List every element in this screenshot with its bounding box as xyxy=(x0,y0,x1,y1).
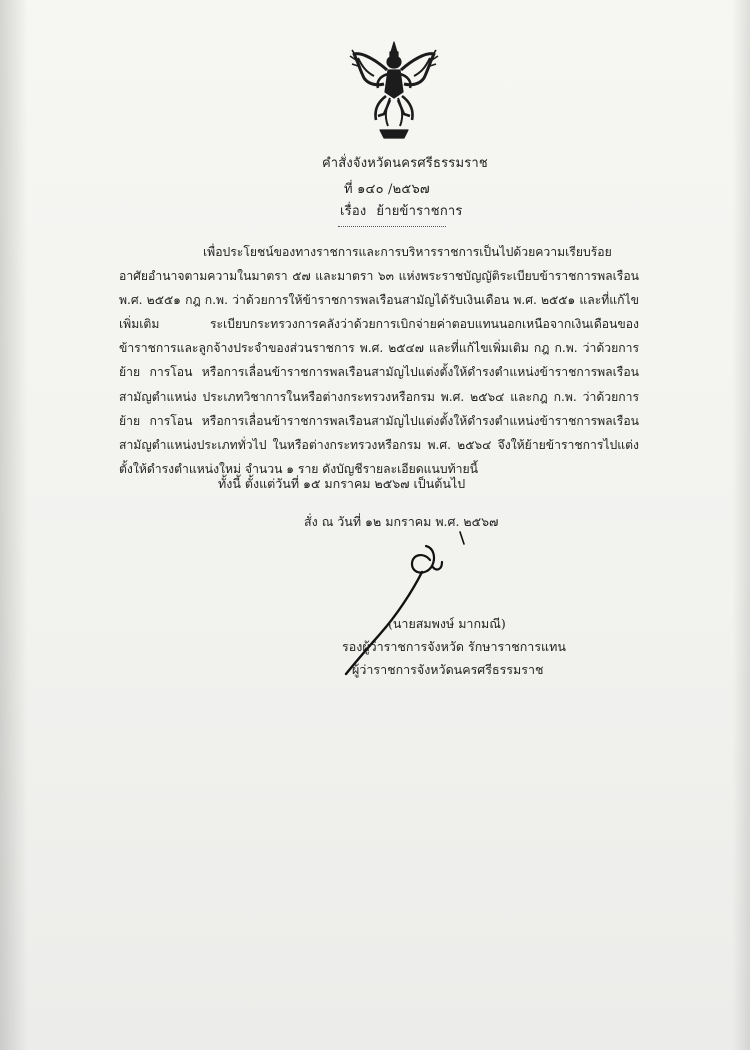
effective-date: ทั้งนี้ ตั้งแต่วันที่ ๑๕ มกราคม ๒๕๖๗ เป็นต้นไป xyxy=(218,476,466,491)
order-number: ที่ ๑๔๐ /๒๕๖๗ xyxy=(344,182,430,197)
order-subject-line xyxy=(340,200,463,221)
garuda-emblem xyxy=(348,40,440,140)
signatory-name: (นายสมพงษ์ มากมณี) xyxy=(388,616,506,631)
signatory-position-1: รองผู้ว่าราชการจังหวัด รักษาราชการแทน xyxy=(342,639,566,654)
body-paragraph: เพื่อประโยชน์ของทางราชการและการบริหารราชการเป็นไปด้วยความเรียบร้อย อาศัยอำนาจตามความในมาตรา ๕๗ และมาตรา ๖๓ แห่งพระราชบัญญัติระเบียบข้าราชการพลเรือน พ.ศ. ๒๕๕๑ กฎ ก.พ. ว่าด้วยการให้ข้าราชการพลเรือนสามัญได้รับเงินเดือน พ.ศ. ๒๕๕๑ และที่แก้ไขเพิ่มเติม ระเบียบกระทรวงการคลังว่าด้วยการเบิกจ่ายค่าตอบแทนนอกเหนือจากเงินเดือนของข้าราชการและลูกจ้างประจำของส่วนราชการ พ.ศ. ๒๕๔๗ และที่แก้ไขเพิ่มเติม กฎ ก.พ. ว่าด้วยการย้าย การโอน หรือการเลื่อนข้าราชการพลเรือนสามัญไปแต่งตั้งให้ดำรงตำแหน่งข้าราชการพลเรือนสามัญตำแหน่ง ประเภทวิชาการในหรือต่างกระทรวงหรือกรม พ.ศ. ๒๕๖๔ และกฎ ก.พ. ว่าด้วยการย้าย การโอน หรือการเลื่อนข้าราชการพลเรือนสามัญไปแต่งตั้งให้ดำรงตำแหน่งข้าราชการพลเรือนสามัญตำแหน่งประเภททั่วไป ในหรือต่างกระทรวงหรือกรม พ.ศ. ๒๕๖๔ จึงให้ย้ายข้าราชการไปแต่งตั้งให้ดำรงตำแหน่งใหม่ จำนวน ๑ ราย ดังบัญชีรายละเอียดแนบท้ายนี้ xyxy=(119,245,639,476)
signatory-position-2: ผู้ว่าราชการจังหวัดนครศรีธรรมราช xyxy=(352,662,544,677)
order-date: สั่ง ณ วันที่ ๑๒ มกราคม พ.ศ. ๒๕๖๗ xyxy=(304,514,499,529)
order-title: คำสั่งจังหวัดนครศรีธรรมราช xyxy=(322,156,488,171)
subject-label: เรื่อง xyxy=(340,204,367,219)
subject-text: ย้ายข้าราชการ xyxy=(376,204,463,219)
header-separator xyxy=(338,226,446,227)
order-body xyxy=(119,240,639,481)
